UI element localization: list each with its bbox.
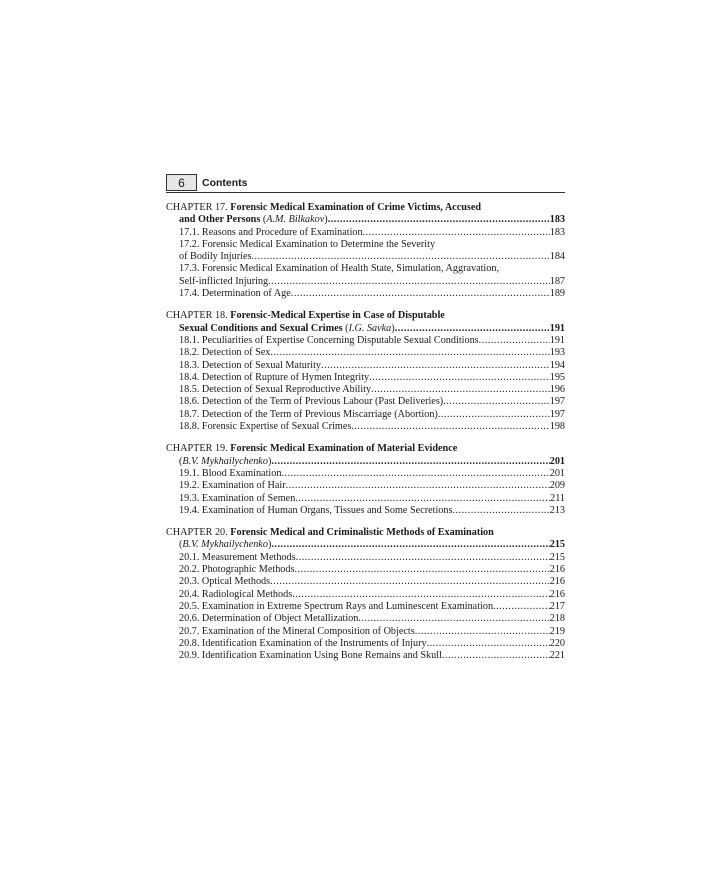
chapter-title: Forensic Medical Examination of Crime Victims, Accused (230, 202, 482, 213)
chapter-heading-line (166, 323, 565, 335)
section-title: 17.4. Determination of Age (179, 288, 291, 300)
toc-line (166, 251, 565, 263)
section-page: 191 (549, 334, 565, 346)
section-title: 18.8. Forensic Expertise of Sexual Crimes (179, 421, 352, 433)
dot-leader (358, 613, 549, 625)
section-page: 218 (549, 613, 565, 625)
chapter-label: CHAPTER 19. (166, 443, 228, 455)
section-title: 18.3. Detection of Sexual Maturity (179, 359, 322, 371)
chapter-heading-line (166, 527, 565, 539)
section-page: 220 (549, 637, 565, 649)
chapter-page: 215 (549, 539, 565, 551)
dot-leader (270, 576, 550, 588)
chapter-heading-line (166, 310, 565, 322)
dot-leader (427, 638, 550, 650)
dot-leader (443, 396, 550, 408)
dot-leader (271, 539, 549, 551)
chapter-heading-line (166, 214, 565, 226)
dot-leader (281, 468, 549, 480)
section-title: 20.1. Measurement Methods (179, 551, 296, 563)
section-page: 216 (549, 588, 565, 600)
dot-leader (268, 276, 550, 288)
section-title-cont: Self-inflicted Injuring (179, 275, 269, 287)
chapter-heading (166, 443, 457, 455)
toc-line (166, 638, 565, 650)
toc-line (166, 468, 565, 480)
toc-line (166, 552, 565, 564)
section-page: 195 (549, 371, 565, 383)
section-title: 18.1. Peculiarities of Expertise Concerning Disputable Sexual Conditions (179, 334, 479, 346)
chapter-heading-line (166, 456, 565, 468)
section-page: 221 (549, 650, 565, 662)
chapter-author: A.M. Bilkakov (266, 214, 325, 226)
section-page: 217 (549, 600, 565, 612)
toc-line (166, 347, 565, 359)
dot-leader (438, 409, 550, 421)
section-title: 18.6. Detection of the Term of Previous Labour (Past Deliveries) (179, 396, 444, 408)
chapter-entry (166, 443, 565, 517)
toc-line (166, 239, 565, 251)
chapter-title-cont: Sexual Conditions and Sexual Crimes (179, 322, 343, 334)
section-title: 18.4. Detection of Rupture of Hymen Integrity (179, 371, 370, 383)
page-header (166, 174, 565, 193)
section-page: 187 (549, 275, 565, 287)
chapter-title: Forensic-Medical Expertise in Case of Disputable (230, 310, 445, 322)
chapter-page: 183 (549, 214, 565, 226)
chapter-heading-line (166, 443, 565, 455)
dot-leader (291, 288, 550, 300)
toc-line (166, 421, 565, 433)
section-title: 19.4. Examination of Human Organs, Tissues and Some Secretions (179, 504, 453, 516)
chapter-heading-cont: (B.V. Mykhailychenko) (179, 539, 272, 551)
section-page: 197 (549, 396, 565, 408)
dot-leader (452, 505, 549, 517)
toc-line (166, 372, 565, 384)
chapter-entry (166, 310, 565, 433)
chapter-heading-cont: Sexual Conditions and Sexual Crimes (I.G. Savka) (179, 322, 395, 334)
dot-leader (292, 589, 550, 601)
section-page: 189 (549, 288, 565, 300)
dot-leader (328, 214, 550, 226)
toc-line (166, 601, 565, 613)
dot-leader (271, 456, 549, 468)
toc-line (166, 409, 565, 421)
section-title: 20.8. Identification Examination of the Instruments of Injury (179, 637, 427, 649)
section-title: 20.7. Examination of the Mineral Composition of Objects (179, 625, 415, 637)
chapter-heading-cont: (B.V. Mykhailychenko) (179, 455, 272, 467)
toc-line (166, 396, 565, 408)
chapter-author: B.V. Mykhailychenko (182, 455, 268, 467)
section-title: 17.1. Reasons and Procedure of Examination (179, 226, 363, 238)
chapter-heading (166, 202, 481, 214)
page-title: Contents (202, 177, 248, 189)
dot-leader (351, 421, 549, 433)
toc-line (166, 384, 565, 396)
section-title: 20.6. Determination of Object Metallization (179, 613, 359, 625)
section-title: 18.2. Detection of Sex (179, 347, 271, 359)
chapter-label: CHAPTER 18. (166, 310, 228, 322)
dot-leader (294, 564, 549, 576)
dot-leader (286, 480, 550, 492)
section-page: 215 (549, 551, 565, 563)
chapter-heading-cont: and Other Persons (A.M. Bilkakov) (179, 214, 328, 226)
dot-leader (415, 626, 550, 638)
chapter-label: CHAPTER 20. (166, 527, 228, 539)
toc-line (166, 493, 565, 505)
section-title: 18.5. Detection of Sexual Reproductive Ability (179, 384, 372, 396)
section-page: 194 (549, 359, 565, 371)
toc-line (166, 263, 565, 275)
section-title: 19.1. Blood Examination (179, 467, 282, 479)
table-of-contents (166, 202, 565, 672)
section-title: 17.2. Forensic Medical Examination to Determine the Severity (179, 238, 436, 250)
chapter-author: B.V. Mykhailychenko (182, 539, 268, 551)
page-number: 6 (166, 174, 197, 191)
toc-line (166, 626, 565, 638)
toc-line (166, 276, 565, 288)
section-page: 216 (549, 564, 565, 576)
dot-leader (479, 335, 550, 347)
toc-line (166, 650, 565, 662)
section-title: 17.3. Forensic Medical Examination of Health State, Simulation, Aggravation, (179, 263, 499, 275)
toc-line (166, 589, 565, 601)
section-title-cont: of Bodily Injuries (179, 251, 252, 263)
toc-line (166, 505, 565, 517)
section-page: 184 (549, 251, 565, 263)
section-page: 219 (549, 625, 565, 637)
section-page: 209 (549, 480, 565, 492)
chapter-page: 201 (549, 455, 565, 467)
chapter-author: I.G. Savka (348, 322, 392, 334)
dot-leader (321, 360, 550, 372)
dot-leader (270, 347, 549, 359)
chapter-heading-line (166, 539, 565, 551)
toc-line (166, 613, 565, 625)
toc-line (166, 288, 565, 300)
section-page: 197 (549, 408, 565, 420)
dot-leader (395, 323, 550, 335)
section-title: 19.2. Examination of Hair (179, 480, 286, 492)
chapter-heading (166, 310, 445, 322)
chapter-heading (166, 527, 494, 539)
dot-leader (251, 251, 549, 263)
chapter-entry (166, 527, 565, 662)
dot-leader (295, 493, 550, 505)
section-page: 201 (549, 467, 565, 479)
chapter-label: CHAPTER 17. (166, 202, 228, 213)
chapter-entry (166, 202, 565, 300)
section-title: 20.2. Photographic Methods (179, 564, 295, 576)
toc-line (166, 335, 565, 347)
section-page: 193 (549, 347, 565, 359)
dot-leader (493, 601, 550, 613)
section-title: 20.5. Examination in Extreme Spectrum Rays and Luminescent Examination (179, 600, 494, 612)
section-title: 19.3. Examination of Semen (179, 492, 296, 504)
chapter-heading-line (166, 202, 565, 214)
section-page: 216 (549, 576, 565, 588)
dot-leader (371, 384, 550, 396)
section-title: 20.4. Radiological Methods (179, 588, 293, 600)
toc-line (166, 564, 565, 576)
section-title: 20.3. Optical Methods (179, 576, 271, 588)
toc-line (166, 360, 565, 372)
dot-leader (369, 372, 550, 384)
dot-leader (363, 227, 550, 239)
section-page: 196 (549, 384, 565, 396)
chapter-title: Forensic Medical Examination of Material Evidence (230, 443, 458, 455)
section-page: 183 (549, 226, 565, 238)
chapter-page: 191 (549, 322, 565, 334)
toc-line (166, 227, 565, 239)
dot-leader (296, 552, 550, 564)
section-page: 213 (549, 504, 565, 516)
section-page: 198 (549, 421, 565, 433)
chapter-title: Forensic Medical and Criminalistic Methods of Examination (230, 527, 494, 539)
section-title: 18.7. Detection of the Term of Previous Miscarriage (Abortion) (179, 408, 438, 420)
toc-line (166, 576, 565, 588)
dot-leader (442, 650, 550, 662)
section-page: 211 (550, 492, 565, 504)
section-title: 20.9. Identification Examination Using Bone Remains and Skull (179, 650, 442, 662)
chapter-title-cont: and Other Persons (179, 214, 261, 226)
toc-line (166, 480, 565, 492)
